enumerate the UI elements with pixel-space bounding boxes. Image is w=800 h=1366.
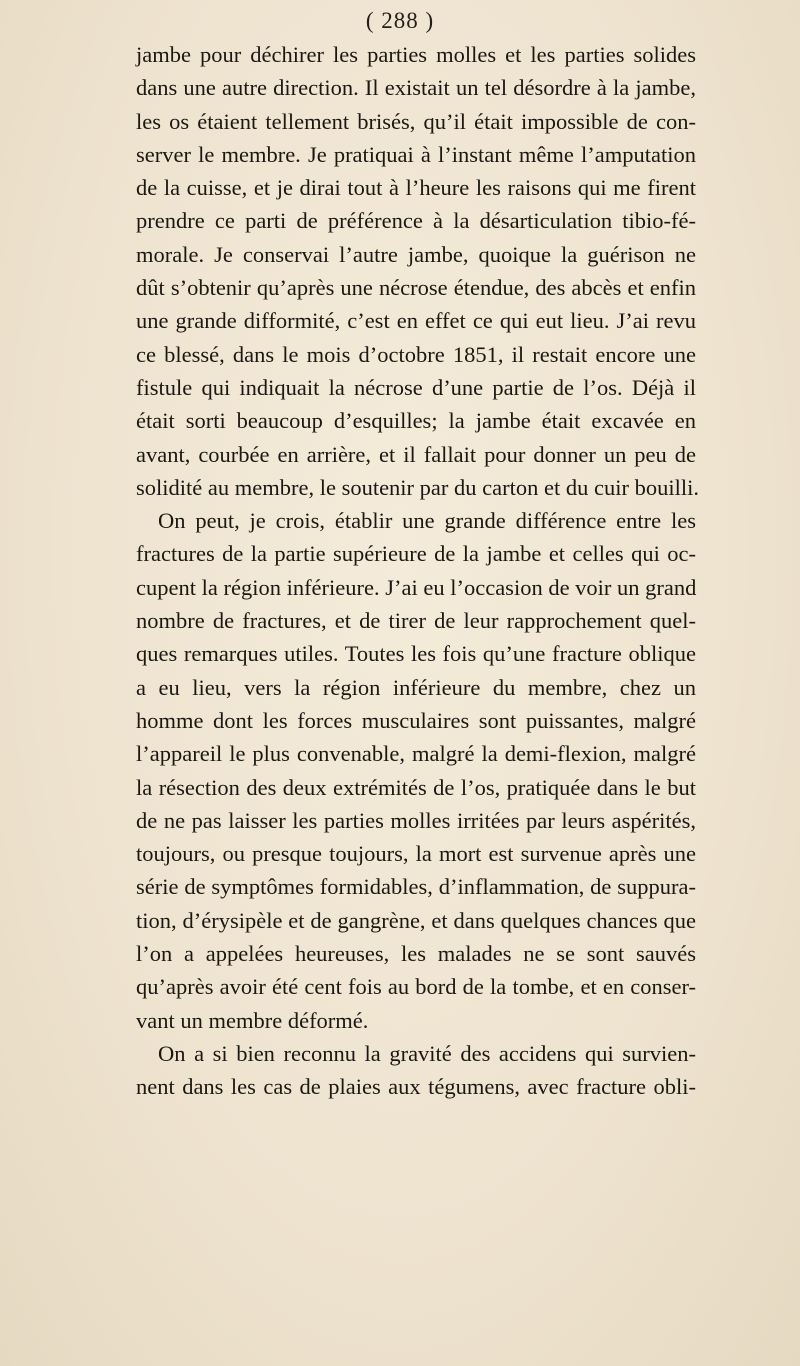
text-line: cupent la région inférieure. J’ai eu l’occasion de voir un grand xyxy=(136,574,697,600)
text-line: de la cuisse, et je dirai tout à l’heure les raisons qui me firent xyxy=(136,175,696,201)
text-line: l’appareil le plus convenable, malgré la demi-flexion, malgré xyxy=(136,741,696,767)
text-line: dans une autre direction. Il existait un tel désordre à la jambe, xyxy=(136,75,696,101)
text-line: morale. Je conservai l’autre jambe, quoique la guérison ne xyxy=(136,241,696,267)
text-line: de ne pas laisser les parties molles irritées par leurs aspérités, xyxy=(136,807,696,833)
text-line: prendre ce parti de préférence à la désarticulation tibio-fé- xyxy=(136,208,696,234)
text-line: solidité au membre, le soutenir par du carton et du cuir bouilli. xyxy=(136,474,699,500)
text-line: homme dont les forces musculaires sont puissantes, malgré xyxy=(136,707,696,733)
text-line: nombre de fractures, et de tirer de leur rapprochement quel- xyxy=(136,608,696,634)
text-line: ques remarques utiles. Toutes les fois qu’une fracture oblique xyxy=(136,641,696,667)
text-line: vant un membre déformé. xyxy=(136,1007,369,1033)
text-line: server le membre. Je pratiquai à l’instant même l’amputation xyxy=(136,141,696,167)
text-line: qu’après avoir été cent fois au bord de la tombe, et en conser- xyxy=(136,974,696,1000)
text-line: les os étaient tellement brisés, qu’il était impossible de con- xyxy=(136,108,696,134)
text-line: ce blessé, dans le mois d’octobre 1851, il restait encore une xyxy=(136,341,696,367)
text-line: la résection des deux extrémités de l’os, pratiquée dans le but xyxy=(136,774,696,800)
text-line: toujours, ou presque toujours, la mort est survenue après une xyxy=(136,841,696,867)
text-line: nent dans les cas de plaies aux tégumens, avec fracture obli- xyxy=(136,1074,696,1100)
text-line: a eu lieu, vers la région inférieure du membre, chez un xyxy=(136,674,696,700)
text-line: l’on a appelées heureuses, les malades ne se sont sauvés xyxy=(136,941,696,967)
text-line: dût s’obtenir qu’après une nécrose étendue, des abcès et enfin xyxy=(136,275,696,301)
text-line: jambe pour déchirer les parties molles et les parties solides xyxy=(136,42,696,67)
page-number: ( 288 ) xyxy=(365,8,435,33)
text-line: avant, courbée en arrière, et il fallait pour donner un peu de xyxy=(136,441,696,467)
text-line: On peut, je crois, établir une grande différence entre les xyxy=(158,508,696,534)
text-line: était sorti beaucoup d’esquilles; la jambe était excavée en xyxy=(136,408,696,434)
text-line: On a si bien reconnu la gravité des accidens qui survien- xyxy=(158,1040,696,1066)
text-line: série de symptômes formidables, d’inflammation, de suppura- xyxy=(136,874,696,900)
text-line: fistule qui indiquait la nécrose d’une partie de l’os. Déjà il xyxy=(136,374,696,400)
text-line: fractures de la partie supérieure de la jambe et celles qui oc- xyxy=(136,541,696,567)
text-line: une grande difformité, c’est en effet ce qui eut lieu. J’ai revu xyxy=(136,308,696,334)
body-text xyxy=(136,38,699,1104)
text-line: tion, d’érysipèle et de gangrène, et dans quelques chances que xyxy=(136,907,696,933)
